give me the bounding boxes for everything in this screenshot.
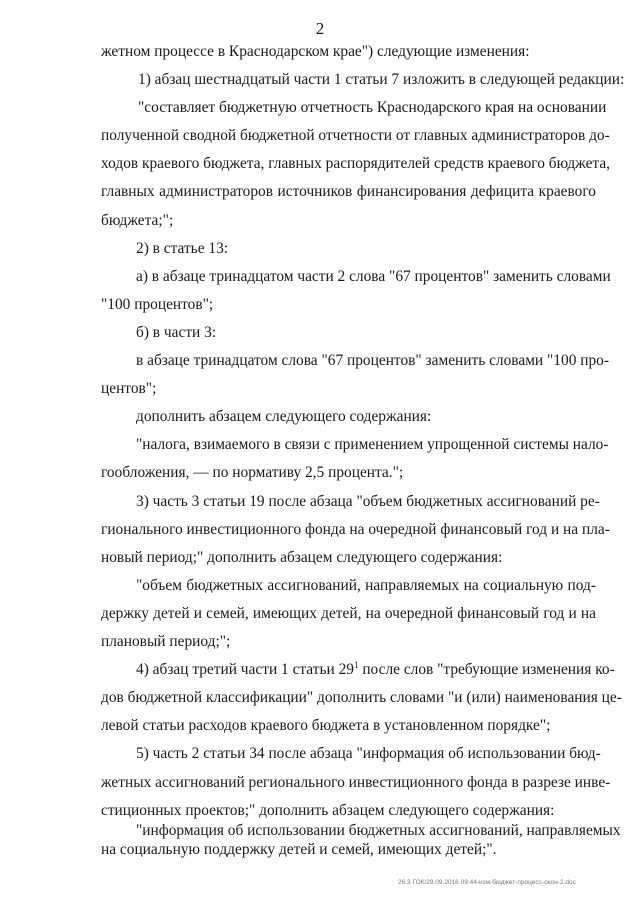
text-line: бюджета;"; bbox=[101, 211, 174, 229]
text-line: 1) абзац шестнадцатый части 1 статьи 7 изложить в следующей редакции: bbox=[138, 71, 625, 89]
text-line: новый период;" дополнить абзацем следующего содержания: bbox=[101, 548, 503, 566]
text-line: жетных ассигнований регионального инвестиционного фонда в разрезе инве- bbox=[101, 773, 611, 791]
text-line: дов бюджетной классификации" дополнить словами "и (или) наименования це- bbox=[101, 689, 622, 707]
text-line: а) в абзаце тринадцатом части 2 слова "67 процентов" заменить словами bbox=[136, 267, 611, 285]
text-line: гионального инвестиционного фонда на очередной финансовый год и на пла- bbox=[101, 520, 610, 538]
text-line: в абзаце тринадцатом слова "67 процентов" заменить словами "100 про- bbox=[136, 352, 609, 370]
text-line: центов"; bbox=[101, 380, 157, 398]
text-line: 5) часть 2 статьи 34 после абзаца "информация об использовании бюд- bbox=[136, 745, 601, 763]
text-line-part: 4) абзац третий части 1 статьи 29 bbox=[136, 661, 354, 679]
text-line: 2) в статье 13: bbox=[136, 239, 229, 257]
text-line: плановый период;"; bbox=[101, 633, 231, 651]
footer-file-stamp: 26.3 ГОК/29.09.2016 09:44-изм-бюджет-процесс-окон-2.doc bbox=[398, 879, 576, 886]
text-line: на социальную поддержку детей и семей, имеющих детей;". bbox=[101, 841, 497, 858]
text-line: жетном процессе в Краснодарском крае") следующие изменения: bbox=[101, 43, 530, 60]
text-line: "составляет бюджетную отчетность Краснодарского края на основании bbox=[138, 99, 607, 117]
text-line: "объем бюджетных ассигнований, направляемых на социальную под- bbox=[136, 576, 596, 594]
text-line: левой статьи расходов краевого бюджета в установленном порядке"; bbox=[101, 717, 551, 735]
text-line: держку детей и семей, имеющих детей, на очередной финансовый год и на bbox=[101, 604, 596, 622]
text-line: ходов краевого бюджета, главных распорядителей средств краевого бюджета, bbox=[101, 155, 611, 173]
superscript: 1 bbox=[353, 660, 359, 671]
text-line: полученной сводной бюджетной отчетности от главных администраторов до- bbox=[101, 127, 610, 145]
page-number: 2 bbox=[315, 19, 325, 38]
text-line: "информация об использовании бюджетных ассигнований, направляемых bbox=[136, 822, 621, 840]
text-line: "100 процентов"; bbox=[101, 295, 214, 313]
text-line-part: после слов "требующие изменения ко- bbox=[358, 661, 615, 679]
text-line: 3) часть 3 статьи 19 после абзаца "объем бюджетных ассигнований ре- bbox=[136, 492, 600, 510]
text-line: гообложения, — по нормативу 2,5 процента."; bbox=[101, 464, 404, 482]
text-line bbox=[136, 660, 615, 680]
text-line: главных администраторов источников финансирования дефицита краевого bbox=[101, 183, 596, 201]
text-line: дополнить абзацем следующего содержания: bbox=[136, 408, 432, 426]
text-line: б) в части 3: bbox=[136, 323, 217, 341]
text-line: стиционных проектов;" дополнить абзацем следующего содержания: bbox=[101, 801, 555, 819]
text-line: "налога, взимаемого в связи с применением упрощенной системы нало- bbox=[136, 436, 609, 454]
